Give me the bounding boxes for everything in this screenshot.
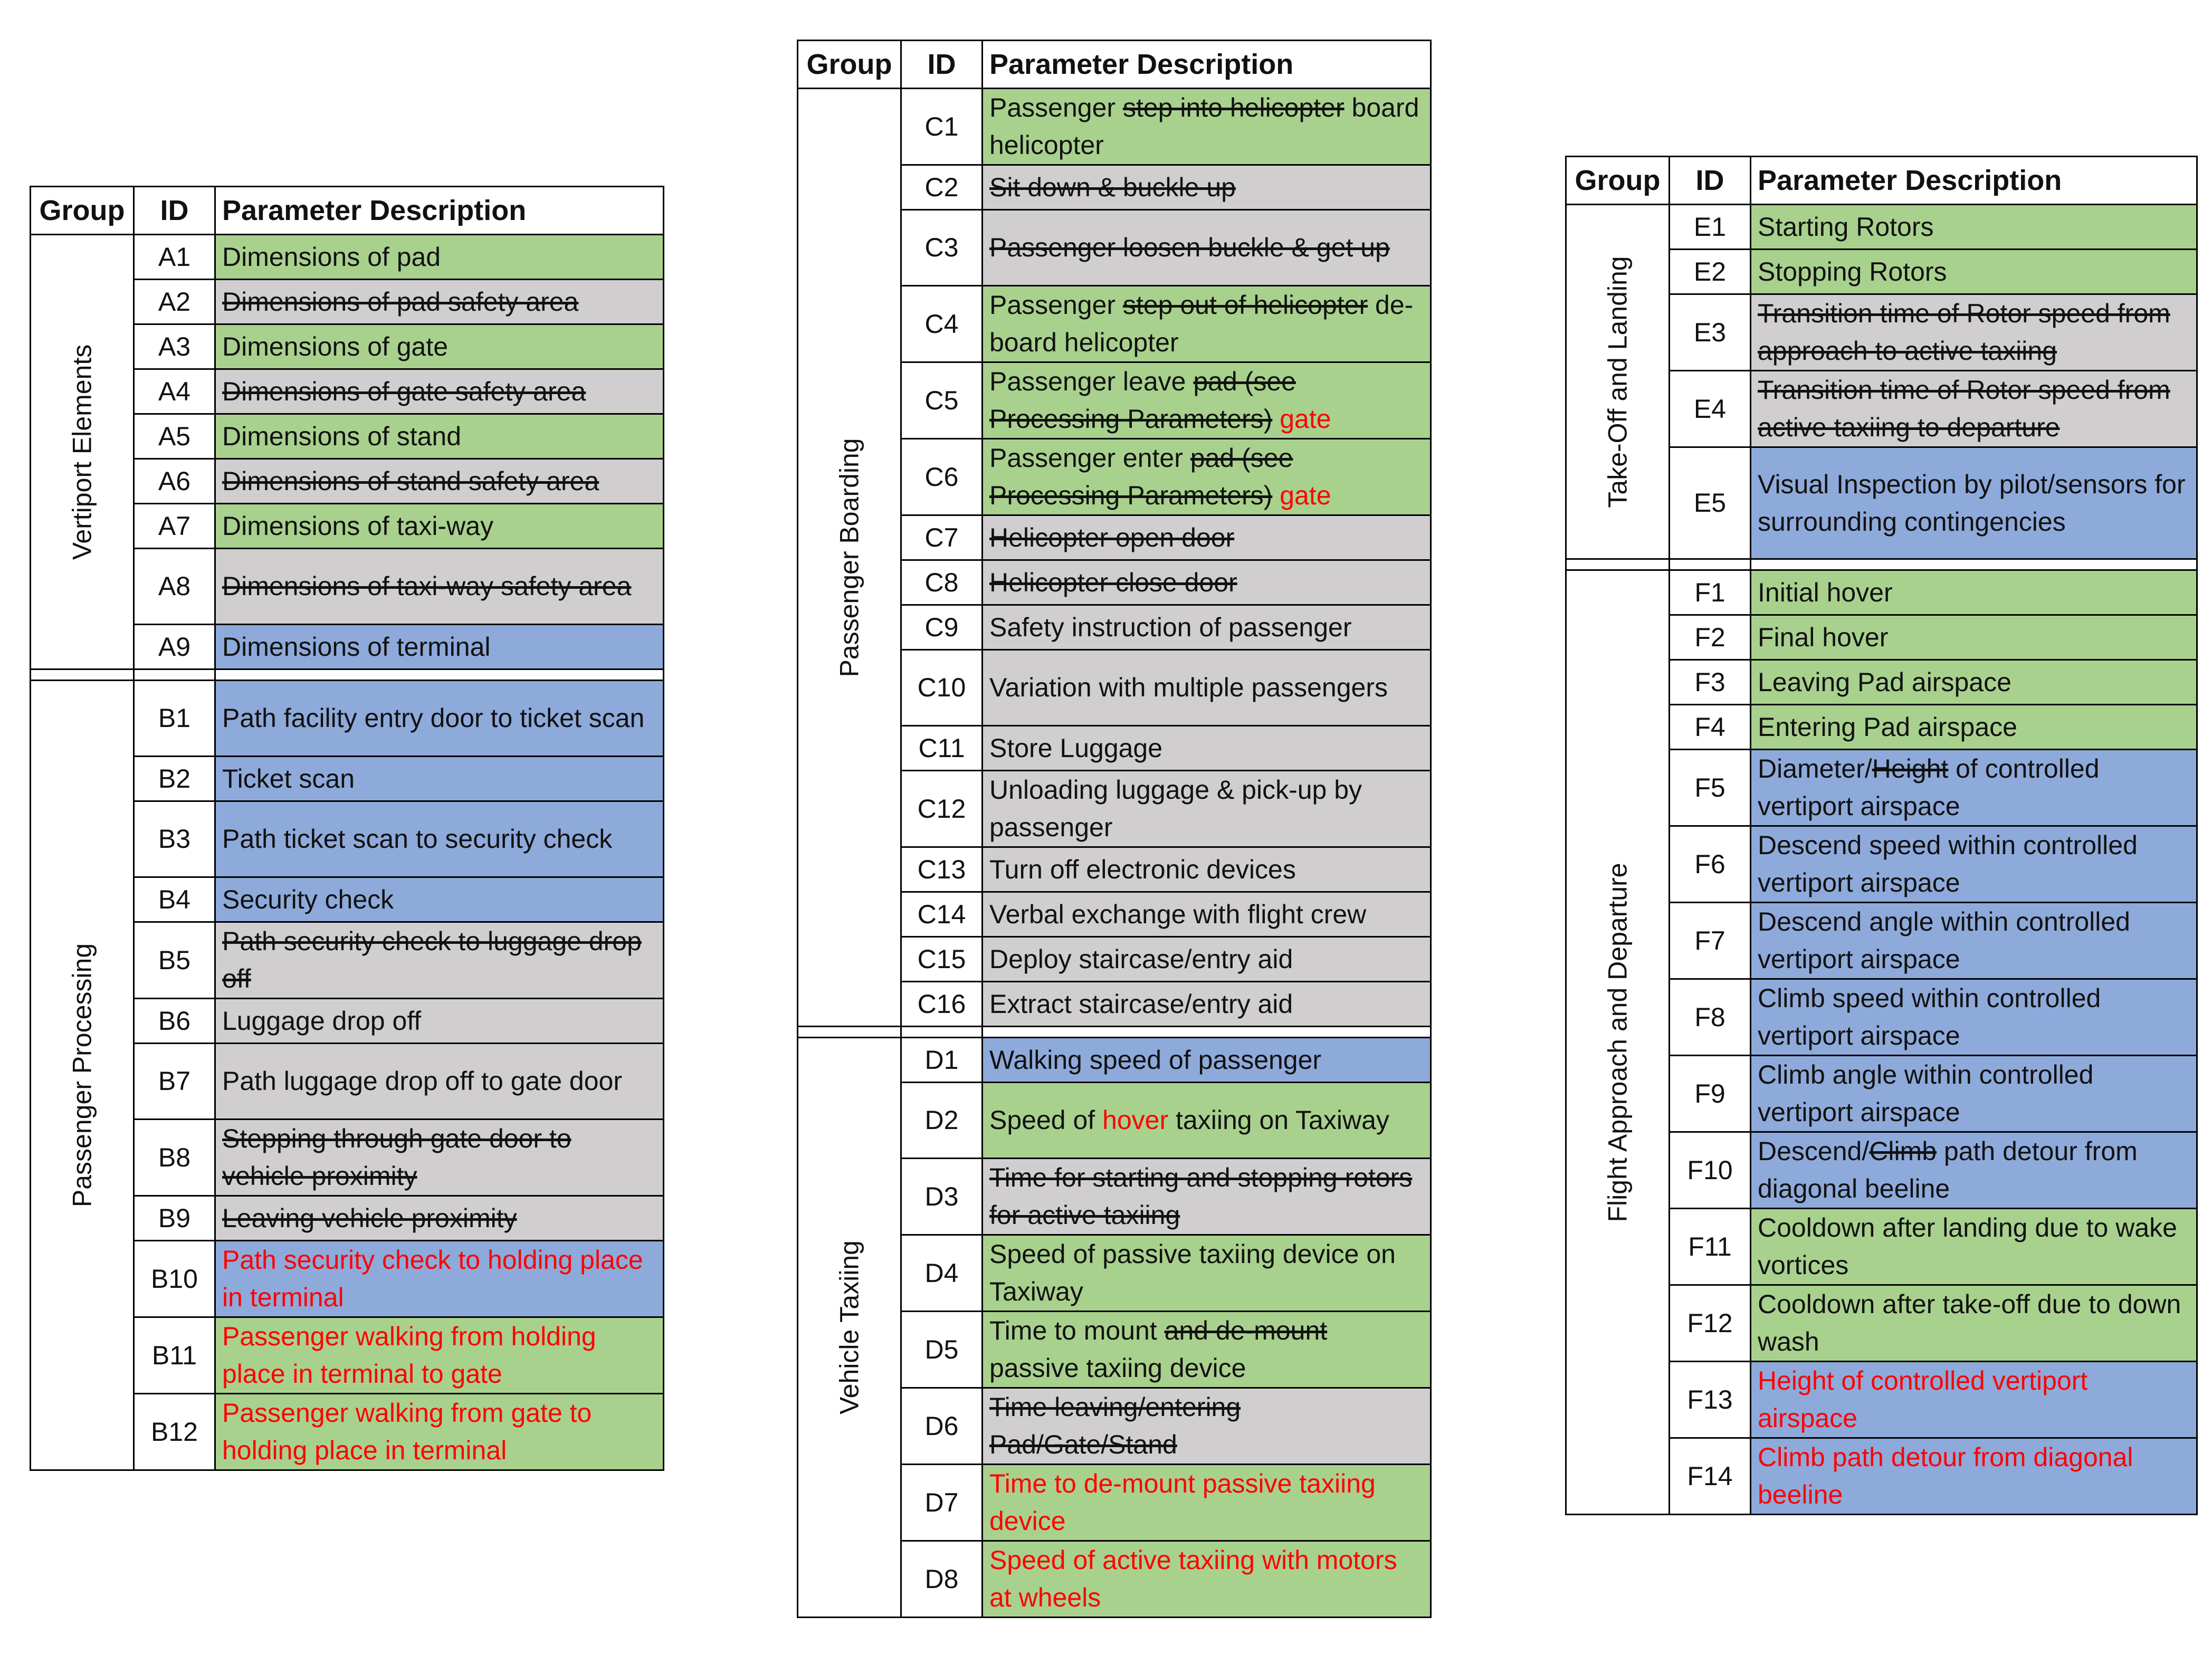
description-cell (1751, 570, 2197, 615)
group-cell (798, 1038, 901, 1618)
separator-cell (983, 1027, 1431, 1038)
description-text: step out of helicopter (1122, 290, 1368, 320)
table-row (31, 235, 664, 280)
description-text: Speed of (989, 1105, 1103, 1135)
id-cell: B9 (134, 1196, 215, 1241)
id-cell: A3 (134, 324, 215, 369)
description-text: Variation with multiple passengers (989, 673, 1388, 702)
description-cell (215, 877, 664, 922)
id-cell: B11 (134, 1317, 215, 1394)
id-cell: C13 (901, 847, 983, 892)
description-text: Unloading luggage & pick-up by passenger (989, 775, 1362, 842)
id-cell: A9 (134, 625, 215, 670)
description-cell (983, 89, 1431, 165)
description-cell (983, 165, 1431, 210)
description-cell (215, 1317, 664, 1394)
description-cell (215, 504, 664, 549)
group-cell (1566, 570, 1670, 1515)
id-cell: C3 (901, 210, 983, 286)
id-cell: A1 (134, 235, 215, 280)
id-cell: F10 (1670, 1132, 1751, 1209)
description-cell (215, 1241, 664, 1317)
group-header: Group (798, 41, 901, 89)
description-cell (983, 1235, 1431, 1312)
description-text: of controlled vertiport airspace (1758, 754, 2100, 821)
description-cell (215, 369, 664, 414)
id-cell: B2 (134, 757, 215, 801)
description-text: Descend/ (1758, 1136, 1870, 1166)
id-cell: F9 (1670, 1056, 1751, 1132)
description-text: passive taxiing device (989, 1353, 1246, 1383)
id-cell: D5 (901, 1312, 983, 1388)
id-cell: F6 (1670, 826, 1751, 903)
description-text: Path facility entry door to ticket scan (222, 703, 645, 733)
id-cell: A7 (134, 504, 215, 549)
id-header: ID (901, 41, 983, 89)
description-cell (983, 605, 1431, 650)
separator-cell (798, 1027, 901, 1038)
description-cell (983, 362, 1431, 439)
id-cell: B6 (134, 999, 215, 1044)
description-text: Entering Pad airspace (1758, 712, 2017, 742)
description-cell (1751, 1132, 2197, 1209)
description-text: Visual Inspection by pilot/sensors for surrounding contingencies (1758, 469, 2186, 537)
description-cell (983, 1312, 1431, 1388)
description-text: Initial hover (1758, 577, 1893, 607)
description-text: Helicopter open door (989, 522, 1235, 552)
description-text: Passenger walking from holding place in terminal to gate (222, 1322, 596, 1389)
group-separator-row (31, 670, 664, 681)
id-cell: C14 (901, 892, 983, 937)
id-cell: F14 (1670, 1438, 1751, 1515)
id-cell: C1 (901, 89, 983, 165)
description-cell (215, 1120, 664, 1196)
id-cell: F1 (1670, 570, 1751, 615)
description-text: and de-mount (1164, 1316, 1328, 1345)
description-cell (215, 922, 664, 999)
description-text: Dimensions of taxi-way (222, 511, 494, 541)
id-cell: C9 (901, 605, 983, 650)
id-cell: F4 (1670, 705, 1751, 750)
id-cell: C12 (901, 771, 983, 847)
description-cell (983, 1159, 1431, 1235)
id-cell: C7 (901, 515, 983, 560)
description-text: Height of controlled vertiport airspace (1758, 1366, 2088, 1433)
id-cell: E5 (1670, 447, 1751, 559)
id-cell: D8 (901, 1541, 983, 1618)
id-cell: F2 (1670, 615, 1751, 660)
description-cell (215, 801, 664, 877)
description-header: Parameter Description (215, 187, 664, 235)
description-text: Path security check to luggage drop off (222, 926, 642, 993)
id-cell: C15 (901, 937, 983, 982)
description-cell (215, 459, 664, 504)
description-cell (983, 1038, 1431, 1083)
id-cell: B3 (134, 801, 215, 877)
id-cell: B4 (134, 877, 215, 922)
description-text: Helicopter close door (989, 567, 1237, 597)
separator-cell (31, 670, 134, 681)
description-text: Luggage drop off (222, 1006, 422, 1036)
table-header-row (31, 187, 664, 235)
description-cell (983, 982, 1431, 1027)
id-cell: F8 (1670, 979, 1751, 1056)
description-text: Stopping Rotors (1758, 256, 1947, 286)
description-text: Dimensions of gate safety area (222, 376, 586, 406)
description-text: Verbal exchange with flight crew (989, 899, 1367, 929)
description-text: Time to de-mount passive taxiing device (989, 1469, 1376, 1536)
description-text: taxiing on Taxiway (1168, 1105, 1389, 1135)
description-text: Passenger (989, 93, 1123, 122)
description-cell (1751, 615, 2197, 660)
description-cell (983, 515, 1431, 560)
description-cell (1751, 447, 2197, 559)
id-cell: C16 (901, 982, 983, 1027)
table-header-row (798, 41, 1431, 89)
parameter-table-takeoff-flight (1565, 156, 2198, 1515)
id-cell: F5 (1670, 750, 1751, 826)
description-cell (1751, 705, 2197, 750)
id-cell: D7 (901, 1465, 983, 1541)
group-label: Passenger Boarding (834, 437, 864, 677)
group-cell (31, 681, 134, 1470)
description-text: step into helicopter (1122, 93, 1345, 122)
id-cell: F11 (1670, 1209, 1751, 1285)
id-cell: A2 (134, 280, 215, 324)
parameter-table-boarding-taxiing (797, 40, 1432, 1618)
description-cell (983, 726, 1431, 771)
table-row (31, 681, 664, 757)
id-cell: E4 (1670, 371, 1751, 447)
description-cell (983, 1541, 1431, 1618)
description-text: Dimensions of terminal (222, 632, 491, 662)
description-cell (983, 650, 1431, 726)
description-header: Parameter Description (1751, 157, 2197, 205)
description-cell (215, 235, 664, 280)
description-cell (1751, 903, 2197, 979)
separator-cell (134, 670, 215, 681)
table-row (798, 1038, 1431, 1083)
description-cell (983, 439, 1431, 515)
description-cell (983, 210, 1431, 286)
description-cell (983, 892, 1431, 937)
description-text: Dimensions of gate (222, 331, 449, 361)
description-text: Dimensions of stand safety area (222, 466, 599, 496)
description-text: Time leaving/entering Pad/Gate/Stand (989, 1392, 1241, 1459)
id-cell: A8 (134, 549, 215, 625)
description-text: Passenger walking from gate to holding place in terminal (222, 1398, 592, 1465)
description-text: Leaving vehicle proximity (222, 1203, 517, 1233)
description-text: Cooldown after landing due to wake vortices (1758, 1213, 2177, 1280)
id-cell: C8 (901, 560, 983, 605)
description-text: Descend speed within controlled vertiport airspace (1758, 830, 2138, 897)
description-cell (1751, 1209, 2197, 1285)
id-cell: B7 (134, 1044, 215, 1120)
id-cell: F7 (1670, 903, 1751, 979)
description-text: Speed of passive taxiing device on Taxiway (989, 1239, 1396, 1306)
group-label: Flight Approach and Departure (1603, 863, 1632, 1222)
description-text: Safety instruction of passenger (989, 612, 1352, 642)
table-row (798, 89, 1431, 165)
group-label: Vehicle Taxiing (834, 1240, 864, 1414)
description-text: Path luggage drop off to gate door (222, 1066, 623, 1096)
description-text: Height (1872, 754, 1949, 783)
description-cell (215, 999, 664, 1044)
description-text: Time for starting and stopping rotors for active taxiing (989, 1163, 1413, 1230)
description-text: Store Luggage (989, 733, 1163, 763)
id-cell: C5 (901, 362, 983, 439)
description-text: Transition time of Rotor speed from approach to active taxiing (1758, 299, 2170, 366)
id-cell: C4 (901, 286, 983, 362)
id-cell: C2 (901, 165, 983, 210)
group-cell (31, 235, 134, 670)
description-cell (215, 324, 664, 369)
id-header: ID (1670, 157, 1751, 205)
id-cell: E2 (1670, 250, 1751, 294)
description-text: Security check (222, 884, 394, 914)
description-cell (983, 1465, 1431, 1541)
id-cell: B1 (134, 681, 215, 757)
description-cell (1751, 1285, 2197, 1362)
description-cell (1751, 294, 2197, 371)
separator-cell (215, 670, 664, 681)
description-text: Time to mount (989, 1316, 1165, 1345)
description-cell (215, 1196, 664, 1241)
id-cell: B8 (134, 1120, 215, 1196)
description-cell (215, 681, 664, 757)
description-cell (983, 847, 1431, 892)
description-text: Dimensions of pad (222, 242, 441, 272)
separator-cell (1751, 559, 2197, 570)
description-cell (215, 1044, 664, 1120)
description-cell (1751, 750, 2197, 826)
description-text: Passenger enter (989, 443, 1190, 473)
description-text: Climb (1869, 1136, 1937, 1166)
description-text: Dimensions of pad safety area (222, 286, 579, 317)
description-text: Passenger loosen buckle & get up (989, 233, 1390, 262)
description-text: Path ticket scan to security check (222, 824, 613, 854)
description-cell (215, 757, 664, 801)
description-text: Extract staircase/entry aid (989, 989, 1293, 1019)
group-separator-row (798, 1027, 1431, 1038)
description-header: Parameter Description (983, 41, 1431, 89)
description-text: Leaving Pad airspace (1758, 667, 2011, 697)
description-text: Stepping through gate door to vehicle proximity (222, 1124, 571, 1191)
description-text: pad (see Processing Parameters) (989, 443, 1293, 510)
table-header-row (1566, 157, 2197, 205)
description-text: Climb angle within controlled vertiport airspace (1758, 1060, 2094, 1127)
description-text: Passenger (989, 290, 1123, 320)
description-text: Descend angle within controlled vertiport airspace (1758, 907, 2130, 974)
description-text: Speed of active taxiing with motors at wheels (989, 1545, 1397, 1612)
description-text: Passenger leave (989, 367, 1194, 396)
description-cell (215, 414, 664, 459)
id-cell: E3 (1670, 294, 1751, 371)
id-cell: F3 (1670, 660, 1751, 705)
description-text: Deploy staircase/entry aid (989, 944, 1293, 974)
group-cell (1566, 205, 1670, 559)
id-cell: E1 (1670, 205, 1751, 250)
description-text: hover (1102, 1105, 1169, 1135)
id-cell: A6 (134, 459, 215, 504)
description-text: Dimensions of taxi-way safety area (222, 571, 632, 601)
group-label: Take-Off and Landing (1603, 255, 1632, 508)
group-cell (798, 89, 901, 1027)
description-text: Ticket scan (222, 763, 355, 793)
description-text: path detour from diagonal beeline (1758, 1136, 2138, 1203)
id-cell: F12 (1670, 1285, 1751, 1362)
id-cell: A5 (134, 414, 215, 459)
group-label: Passenger Processing (67, 943, 97, 1208)
separator-cell (1566, 559, 1670, 570)
description-text: Climb speed within controlled vertiport airspace (1758, 983, 2101, 1050)
id-cell: A4 (134, 369, 215, 414)
description-cell (215, 1394, 664, 1470)
group-label: Vertiport Elements (67, 344, 97, 560)
description-cell (983, 771, 1431, 847)
id-cell: D1 (901, 1038, 983, 1083)
separator-cell (1670, 559, 1751, 570)
description-text: Transition time of Rotor speed from active taxiing to departure (1758, 375, 2170, 442)
description-text: pad (see Processing Parameters) (989, 367, 1296, 434)
id-cell: D3 (901, 1159, 983, 1235)
id-cell: B5 (134, 922, 215, 999)
group-header: Group (1566, 157, 1670, 205)
description-cell (983, 937, 1431, 982)
id-cell: B12 (134, 1394, 215, 1470)
group-separator-row (1566, 559, 2197, 570)
description-text: Dimensions of stand (222, 421, 462, 451)
description-cell (1751, 1362, 2197, 1438)
id-cell: C10 (901, 650, 983, 726)
description-cell (1751, 660, 2197, 705)
id-cell: D2 (901, 1083, 983, 1159)
id-cell: F13 (1670, 1362, 1751, 1438)
id-cell: C11 (901, 726, 983, 771)
description-cell (215, 280, 664, 324)
description-cell (1751, 371, 2197, 447)
table-row (1566, 205, 2197, 250)
description-cell (1751, 1056, 2197, 1132)
id-cell: B10 (134, 1241, 215, 1317)
description-cell (983, 286, 1431, 362)
id-header: ID (134, 187, 215, 235)
description-cell (215, 625, 664, 670)
description-text: gate (1272, 404, 1331, 434)
id-cell: C6 (901, 439, 983, 515)
description-cell (215, 549, 664, 625)
description-cell (1751, 826, 2197, 903)
description-text: gate (1272, 481, 1331, 510)
description-cell (1751, 979, 2197, 1056)
description-text: Cooldown after take-off due to down wash (1758, 1289, 2181, 1356)
id-cell: D4 (901, 1235, 983, 1312)
description-text: Starting Rotors (1758, 212, 1934, 242)
description-text: Climb path detour from diagonal beeline (1758, 1442, 2133, 1509)
description-text: Final hover (1758, 622, 1889, 652)
description-text: Sit down & buckle up (989, 172, 1236, 202)
description-cell (983, 1083, 1431, 1159)
description-text: de-board helicopter (989, 290, 1414, 357)
description-text: Walking speed of passenger (989, 1045, 1322, 1075)
description-text: board helicopter (989, 93, 1419, 160)
description-cell (1751, 205, 2197, 250)
id-cell: D6 (901, 1388, 983, 1465)
parameter-table-vertiport-processing (30, 186, 664, 1471)
description-cell (983, 1388, 1431, 1465)
description-text: Turn off electronic devices (989, 854, 1296, 884)
description-cell (983, 560, 1431, 605)
group-header: Group (31, 187, 134, 235)
table-row (1566, 570, 2197, 615)
description-cell (1751, 250, 2197, 294)
description-cell (1751, 1438, 2197, 1515)
description-text: Path security check to holding place in terminal (222, 1245, 643, 1312)
description-text: Diameter/ (1758, 754, 1872, 783)
separator-cell (901, 1027, 983, 1038)
